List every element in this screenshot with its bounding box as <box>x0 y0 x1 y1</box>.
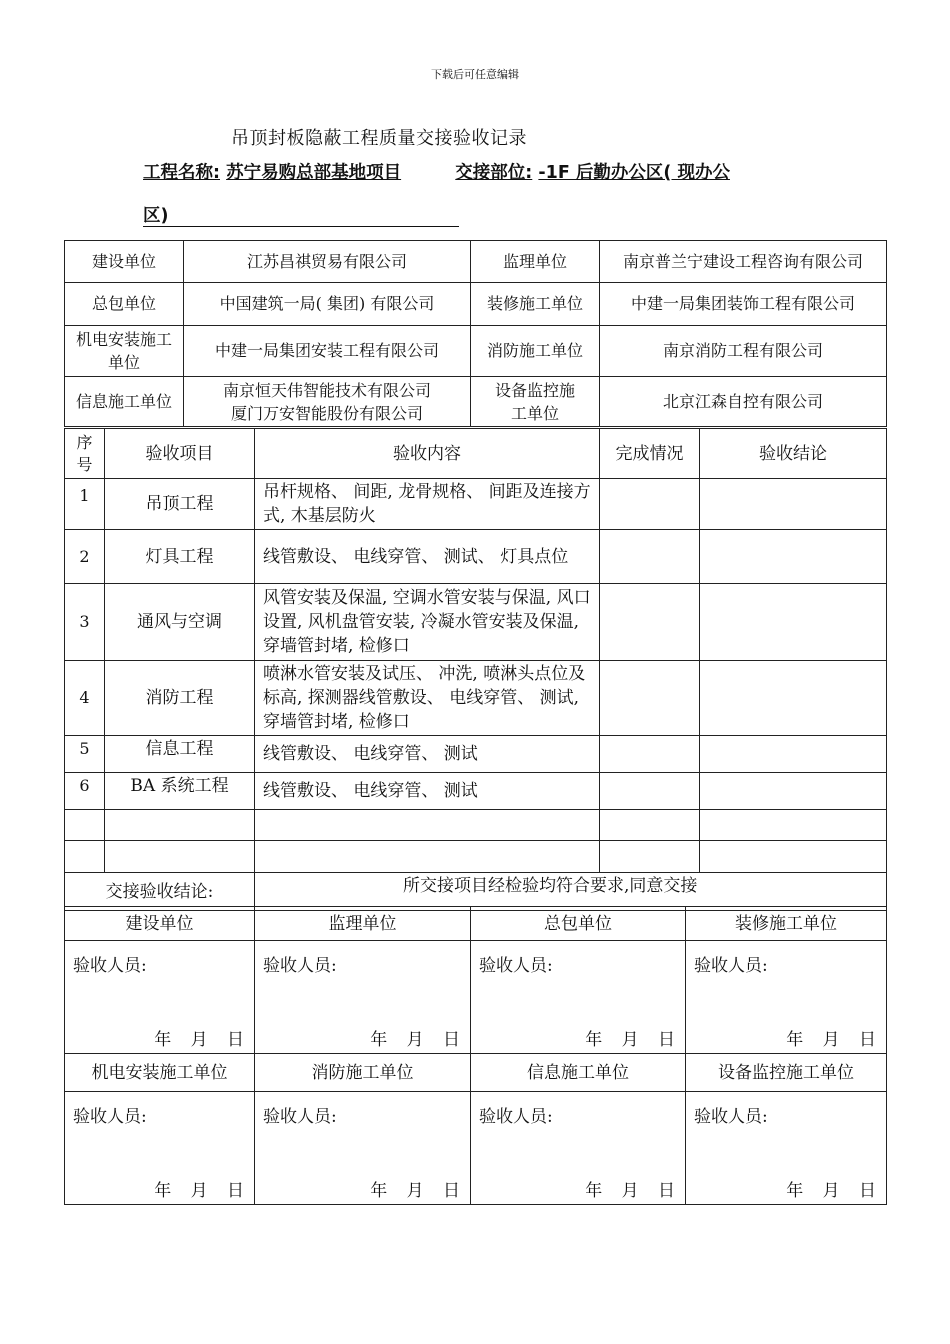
item-content: 风管安装及保温, 空调水管安装与保温, 风口设置, 风机盘管安装, 冷凝水管安装及保温, 穿墙管封堵, 检修口 <box>255 584 600 661</box>
unit-value: 中建一局集团安装工程有限公司 <box>184 326 471 377</box>
item-content: 喷淋水管安装及试压、 冲洗, 喷淋头点位及标高, 探测器线管敷设、 电线穿管、 测试, 穿墙管封堵, 检修口 <box>255 661 600 736</box>
inspector-label: 验收人员: <box>694 1107 768 1127</box>
col-conclusion-header: 验收结论 <box>700 429 887 479</box>
signoff-unit: 信息施工单位 <box>471 1054 686 1092</box>
item-status <box>600 736 700 773</box>
item-no: 1 <box>65 479 105 530</box>
item-no: 2 <box>65 530 105 584</box>
signature-cell <box>471 941 686 1054</box>
unit-value: 江苏昌祺贸易有限公司 <box>184 241 471 283</box>
page-title: 吊顶封板隐蔽工程质量交接验收记录 <box>231 128 527 149</box>
signoff-row <box>65 941 887 1054</box>
signoff-unit: 机电安装施工单位 <box>65 1054 255 1092</box>
item-no: 5 <box>65 736 105 773</box>
handover-part-label: 交接部位: <box>455 163 533 183</box>
handover-part-value-cont: 区) <box>143 206 459 227</box>
unit-value: 南京普兰宁建设工程咨询有限公司 <box>600 241 887 283</box>
signoff-unit: 消防施工单位 <box>255 1054 471 1092</box>
col-no-header: 序号 <box>65 429 105 479</box>
item-name: 通风与空调 <box>105 584 255 661</box>
item-status <box>600 661 700 736</box>
units-row <box>65 241 887 283</box>
table-row <box>65 773 887 810</box>
table-row <box>65 584 887 661</box>
table-row <box>65 661 887 736</box>
table-row-empty <box>65 841 887 873</box>
inspector-label: 验收人员: <box>479 956 553 976</box>
table-row-empty <box>65 810 887 841</box>
inspector-label: 验收人员: <box>263 956 337 976</box>
table-row <box>65 530 887 584</box>
item-no: 4 <box>65 661 105 736</box>
unit-label: 监理单位 <box>471 241 600 283</box>
item-name: 灯具工程 <box>105 530 255 584</box>
conclusion-value: 所交接项目经检验均符合要求,同意交接 <box>255 873 887 911</box>
unit-label: 消防施工单位 <box>471 326 600 377</box>
date-label: 年 月 日 <box>154 1030 244 1050</box>
item-conclusion <box>700 530 887 584</box>
unit-label: 信息施工单位 <box>65 377 184 427</box>
unit-label: 建设单位 <box>65 241 184 283</box>
item-status <box>600 530 700 584</box>
inspector-label: 验收人员: <box>694 956 768 976</box>
units-table <box>64 240 887 427</box>
signature-cell <box>686 1092 887 1205</box>
col-item-header: 验收项目 <box>105 429 255 479</box>
signoff-unit: 装修施工单位 <box>686 907 887 941</box>
signature-cell <box>65 1092 255 1205</box>
item-conclusion <box>700 479 887 530</box>
items-header-row <box>65 429 887 479</box>
item-conclusion <box>700 773 887 810</box>
col-content-header: 验收内容 <box>255 429 600 479</box>
unit-label: 机电安装施工单位 <box>65 326 184 377</box>
item-content: 线管敷设、 电线穿管、 测试 <box>255 736 600 773</box>
units-row <box>65 283 887 326</box>
inspector-label: 验收人员: <box>263 1107 337 1127</box>
unit-value-line: 厦门万安智能股份有限公司 <box>230 403 423 423</box>
units-row <box>65 326 887 377</box>
item-name: BA 系统工程 <box>105 773 255 810</box>
project-name-label: 工程名称: <box>143 163 220 183</box>
item-no: 6 <box>65 773 105 810</box>
conclusion-row <box>65 873 887 911</box>
signoff-table <box>64 906 887 1205</box>
signoff-header-row <box>65 907 887 941</box>
item-status <box>600 584 700 661</box>
unit-label: 设备监控施工单位 <box>471 377 600 427</box>
item-status <box>600 773 700 810</box>
date-label: 年 月 日 <box>370 1181 460 1201</box>
unit-value <box>184 377 471 427</box>
signoff-row <box>65 1092 887 1205</box>
items-table <box>64 428 887 911</box>
project-info <box>143 162 823 184</box>
table-row <box>65 479 887 530</box>
item-status <box>600 479 700 530</box>
item-content: 线管敷设、 电线穿管、 测试 <box>255 773 600 810</box>
item-conclusion <box>700 661 887 736</box>
col-status-header: 完成情况 <box>600 429 700 479</box>
item-name: 信息工程 <box>105 736 255 773</box>
signoff-header-row <box>65 1054 887 1092</box>
item-conclusion <box>700 736 887 773</box>
signature-cell <box>65 941 255 1054</box>
signature-cell <box>471 1092 686 1205</box>
signoff-unit: 设备监控施工单位 <box>686 1054 887 1092</box>
table-row <box>65 736 887 773</box>
date-label: 年 月 日 <box>786 1181 876 1201</box>
handover-part-value: -1F 后勤办公区( 现办公 <box>538 163 730 183</box>
item-name: 吊顶工程 <box>105 479 255 530</box>
unit-label: 总包单位 <box>65 283 184 326</box>
date-label: 年 月 日 <box>154 1181 244 1201</box>
signature-cell <box>686 941 887 1054</box>
units-row <box>65 377 887 427</box>
date-label: 年 月 日 <box>585 1030 675 1050</box>
header-note: 下载后可任意编辑 <box>431 68 519 81</box>
date-label: 年 月 日 <box>585 1181 675 1201</box>
signoff-unit: 监理单位 <box>255 907 471 941</box>
item-content: 线管敷设、 电线穿管、 测试、 灯具点位 <box>255 530 600 584</box>
unit-value-line: 南京恒天伟智能技术有限公司 <box>222 380 431 400</box>
unit-value: 中建一局集团装饰工程有限公司 <box>600 283 887 326</box>
signature-cell <box>255 941 471 1054</box>
project-name-value: 苏宁易购总部基地项目 <box>226 163 402 183</box>
item-conclusion <box>700 584 887 661</box>
inspector-label: 验收人员: <box>73 1107 147 1127</box>
item-name: 消防工程 <box>105 661 255 736</box>
inspector-label: 验收人员: <box>479 1107 553 1127</box>
unit-label: 装修施工单位 <box>471 283 600 326</box>
unit-value: 南京消防工程有限公司 <box>600 326 887 377</box>
signoff-unit: 建设单位 <box>65 907 255 941</box>
signature-cell <box>255 1092 471 1205</box>
item-content: 吊杆规格、 间距, 龙骨规格、 间距及连接方式, 木基层防火 <box>255 479 600 530</box>
unit-value: 中国建筑一局( 集团) 有限公司 <box>184 283 471 326</box>
conclusion-label: 交接验收结论: <box>65 873 255 911</box>
unit-value: 北京江森自控有限公司 <box>600 377 887 427</box>
date-label: 年 月 日 <box>786 1030 876 1050</box>
date-label: 年 月 日 <box>370 1030 460 1050</box>
signoff-unit: 总包单位 <box>471 907 686 941</box>
item-no: 3 <box>65 584 105 661</box>
inspector-label: 验收人员: <box>73 956 147 976</box>
